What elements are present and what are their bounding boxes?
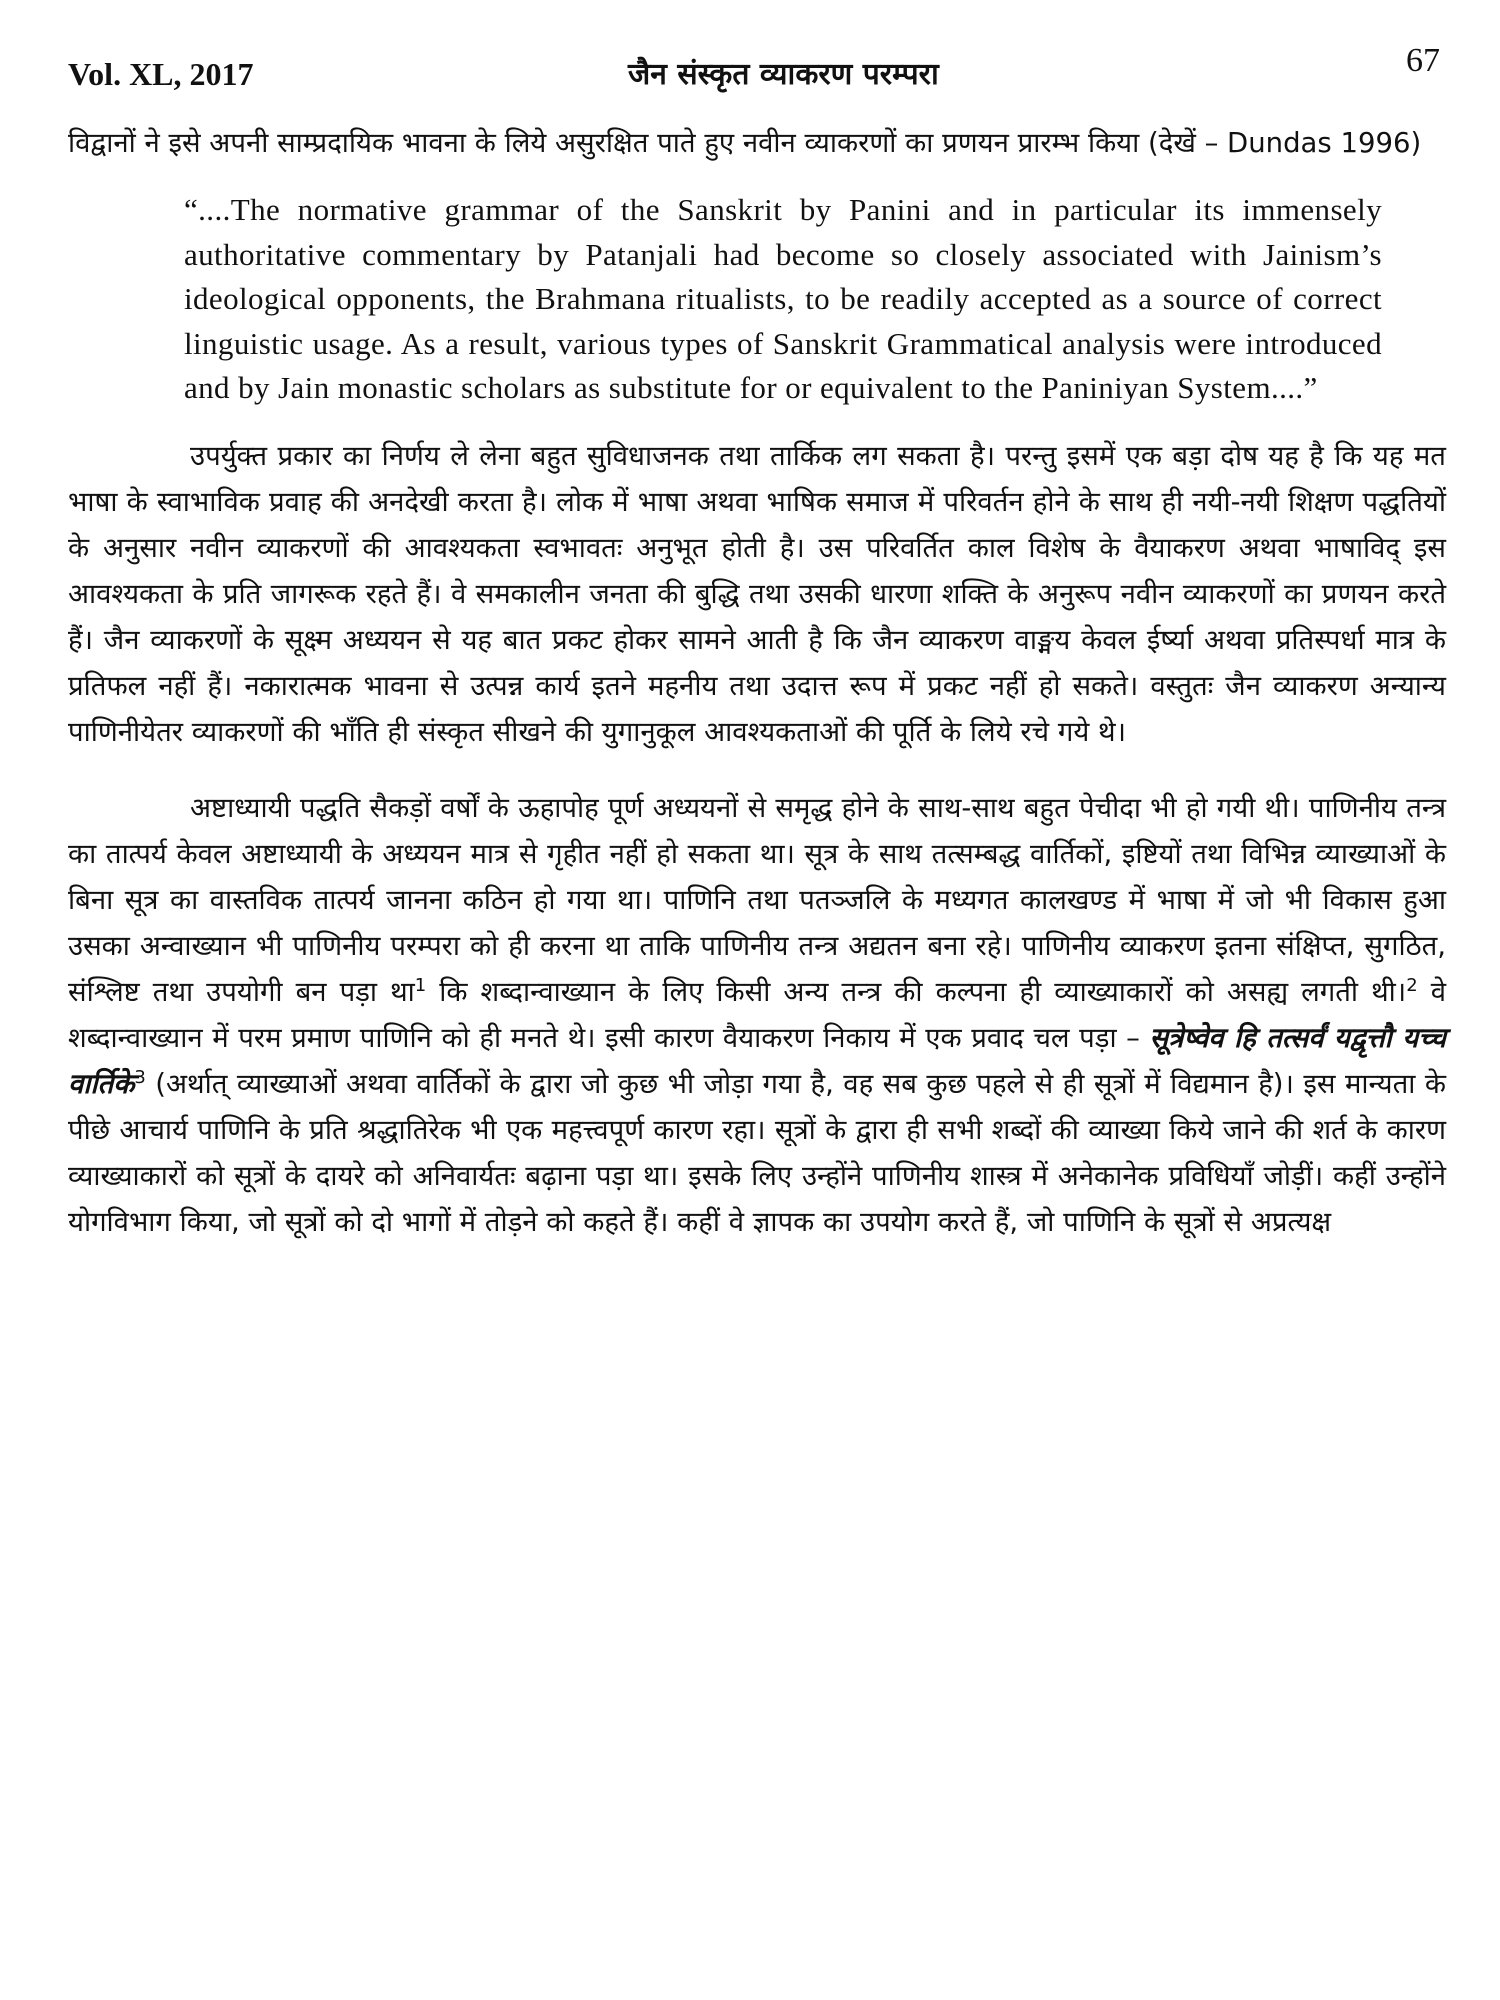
paragraph-3 xyxy=(68,785,1446,1245)
paragraph-spacer xyxy=(68,755,1446,785)
paragraph-3-part-4: (अर्थात् व्याख्याओं अथवा वार्तिकों के द्वारा जो कुछ भी जोड़ा गया है, वह सब कुछ पहले से ही सूत्रों में विद्यमान है)। इस मान्यता के पीछे आचार्य पाणिनि के प्रति श्रद्धातिरेक भी एक महत्त्वपूर्ण कारण रहा। सूत्रों के द्वारा ही सभी शब्दों की व्याख्या किये जाने की शर्त के कारण व्याख्याकारों को सूत्रों के दायरे को अनिवार्यतः बढ़ाना पड़ा था। इसके लिए उन्होंने पाणिनीय शास्त्र में अनेकानेक प्रविधियाँ जोड़ीं। कहीं उन्होंने योगविभाग किया, जो सूत्रों को दो भागों में तोड़ने को कहते हैं। कहीं वे ज्ञापक का उपयोग करते हैं, जो पाणिनि के सूत्रों से अप्रत्यक्ष xyxy=(68,1067,1446,1238)
paragraph-3-part-1: अष्टाध्यायी पद्धति सैकड़ों वर्षों के ऊहापोह पूर्ण अध्ययनों से समृद्ध होने के साथ-साथ बहुत पेचीदा भी हो गयी थी। पाणिनीय तन्त्र का तात्पर्य केवल अष्टाध्यायी के अध्ययन मात्र से गृहीत नहीं हो सकता था। सूत्र के साथ तत्सम्बद्ध वार्तिकों, इष्टियों तथा विभिन्न व्याख्याओं के बिना सूत्र का वास्तविक तात्पर्य जानना कठिन हो गया था। पाणिनि तथा पतञ्जलि के मध्यगत कालखण्ड में भाषा में जो भी विकास हुआ उसका अन्वाख्यान भी पाणिनीय परम्परा को ही करना था ताकि पाणिनीय तन्त्र अद्यतन बना रहे। पाणिनीय व्याकरण इतना संक्षिप्त, सुगठित, संश्लिष्ट तथा उपयोगी बन पड़ा था xyxy=(68,791,1446,1008)
footnote-ref-3: 3 xyxy=(134,1066,146,1088)
sanskrit-maxim: सूत्रेष्वेव हि तत्सर्वं यद्वृत्तौ यच्च वार्तिके xyxy=(68,1021,1446,1100)
paragraph-3-part-3: वे शब्दान्वाख्यान में परम प्रमाण पाणिनि को ही मनते थे। इसी कारण वैयाकरण निकाय में एक प्रवाद चल पड़ा – xyxy=(68,975,1446,1054)
paragraph-3-part-2: कि शब्दान्वाख्यान के लिए किसी अन्य तन्त्र की कल्पना ही व्याख्याकारों को असह्य लगती थी। xyxy=(426,975,1407,1008)
page-number: 67 xyxy=(1406,42,1440,79)
footnote-ref-2: 2 xyxy=(1406,974,1418,996)
body-text xyxy=(68,120,1446,1245)
footnote-ref-1: 1 xyxy=(414,974,427,996)
block-quote: “....The normative grammar of the Sanskrit by Panini and in particular its immensely authoritative commentary by Patanjali had become so closely associated with Jainism’s ideological opponents, the Brahmana ritualists, to be readily accepted as a source of correct linguistic usage. As a result, various types of Sanskrit Grammatical analysis were introduced and by Jain monastic scholars as substitute for or equivalent to the Paniniyan System....” xyxy=(184,192,1382,405)
running-title: जैन संस्कृत व्याकरण परम्परा xyxy=(628,57,939,92)
paragraph-2: उपर्युक्त प्रकार का निर्णय ले लेना बहुत सुविधाजनक तथा तार्किक लग सकता है। परन्तु इसमें एक बड़ा दोष यह है कि यह मत भाषा के स्वाभाविक प्रवाह की अनदेखी करता है। लोक में भाषा अथवा भाषिक समाज में परिवर्तन होने के साथ ही नयी-नयी शिक्षण पद्धतियों के अनुसार नवीन व्याकरणों की आवश्यकता स्वभावतः अनुभूत होती है। उस परिवर्तित काल विशेष के वैयाकरण अथवा भाषाविद् इस आवश्यकता के प्रति जागरूक रहते हैं। वे समकालीन जनता की बुद्धि तथा उसकी धारणा शक्ति के अनुरूप नवीन व्याकरणों का प्रणयन करते हैं। जैन व्याकरणों के सूक्ष्म अध्ययन से यह बात प्रकट होकर सामने आती है कि जैन व्याकरण वाङ्मय केवल ईर्ष्या अथवा प्रतिस्पर्धा मात्र के प्रतिफल नहीं हैं। नकारात्मक भावना से उत्पन्न कार्य इतने महनीय तथा उदात्त रूप में प्रकट नहीं हो सकते। वस्तुतः जैन व्याकरण अन्यान्य पाणिनीयेतर व्याकरणों की भाँति ही संस्कृत सीखने की युगानुकूल आवश्यकताओं की पूर्ति के लिये रचे गये थे। xyxy=(68,439,1446,748)
running-header xyxy=(68,38,1440,98)
intro-paragraph: विद्वानों ने इसे अपनी साम्प्रदायिक भावना के लिये असुरक्षित पाते हुए नवीन व्याकरणों का प्रणयन प्रारम्भ किया (देखें – Dundas 1996) xyxy=(68,127,1422,159)
volume-label: Vol. XL, 2017 xyxy=(68,56,254,92)
